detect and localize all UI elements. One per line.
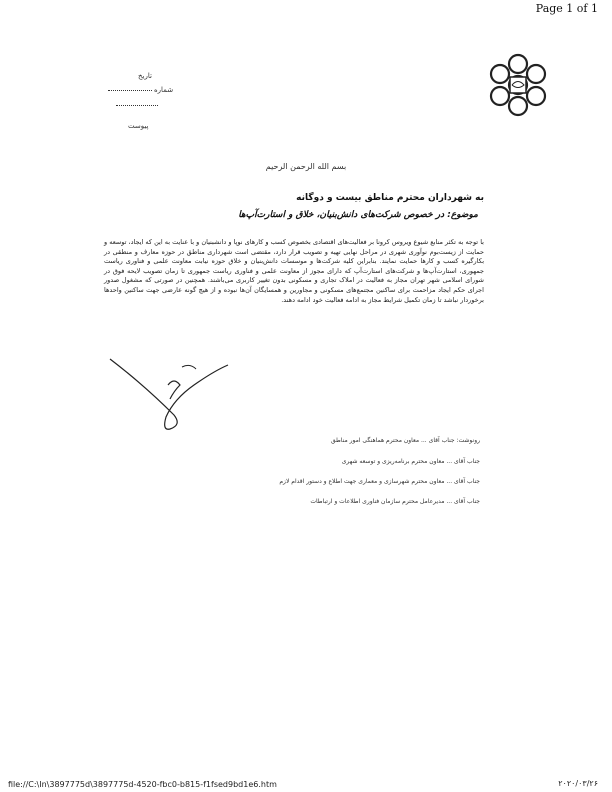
number-field: [116, 103, 158, 109]
cc-line-3: جناب آقای ... معاون محترم شهرسازی و معماری جهت اطلاع و دستور اقدام لازم: [279, 478, 480, 485]
cc-line-1: رونوشت: جناب آقای ... معاون محترم هماهنگی امور مناطق: [331, 437, 480, 444]
attachment-label: پیوست: [128, 122, 149, 130]
letter-body: با توجه به تکثر منابع شیوع ویروس کرونا بر فعالیت‌های اقتصادی بخصوص کسب و کارهای نوپا و دانشبنیان و با عنایت به این که ایجاد، توسعه و حمایت از زیست‌بوم نوآوری شهری در مراحل نهایی تهیه و تصویب قرار دارد، مقتضی است شهرداری مناطق در حوزه معارف و منطقی در بکارگیره کسب و کارها حمایت نمایند. بنابراین کلیه شرکت‌ها و موسسات دانش‌بنیان و خلاق حوزه نیابت معاونت علمی و فناوری ریاست جمهوری، استارت‌آپ‌ها و شرکت‌های استارت‌آپ که دارای مجوز از معاونت علمی و فناوری ریاست جمهوری تا زمان تصویب لایحه فوق در شورای اسلامی شهر تهران مجاز به فعالیت در املاک تجاری و مسکونی بدون تغییر کاربری می‌باشند. همچنین در صورتی که مشغول صدور اجرای حکم ایجاد مزاحمت برای ساکنین مجتمع‌های مسکونی و مجاورین و همسایگان آن‌ها نبوده و از هیچ گونه عارضی جهت ساکنین واحدها برخوردار نباشد تا زمان تکمیل شرایط مجاز به ادامه فعالیت خود ادامه دهند.: [104, 238, 484, 304]
cc-line-4: جناب آقای ... مدیرعامل محترم سازمان فناوری اطلاعات و ارتباطات: [310, 498, 480, 505]
date-field: [108, 88, 152, 94]
date-label: تاریخ: [138, 72, 152, 80]
print-date-footer: ۲۰۲۰/۰۳/۲۶: [558, 779, 598, 788]
handwritten-signature: [104, 355, 244, 435]
cc-line-2: جناب آقای ... معاون محترم برنامه‌ریزی و توسعه شهری: [341, 458, 480, 465]
bismillah-heading: بسم الله الرحمن الرحیم: [265, 162, 347, 171]
number-label: شماره: [154, 86, 174, 94]
file-path-footer: file://C:\In\3897775d\3897775d-4520-fbc0-b815-f1fsed9bd1e6.htm: [8, 780, 277, 789]
municipality-logo: [486, 50, 550, 120]
addressee: به شهرداران محترم مناطق بیست و دوگانه: [296, 193, 484, 203]
page-number: Page 1 of 1: [535, 2, 598, 15]
subject-line: موضوع: در خصوص شرکت‌های دانش‌بنیان، خلاق و استارت‌آپ‌ها: [238, 210, 478, 220]
